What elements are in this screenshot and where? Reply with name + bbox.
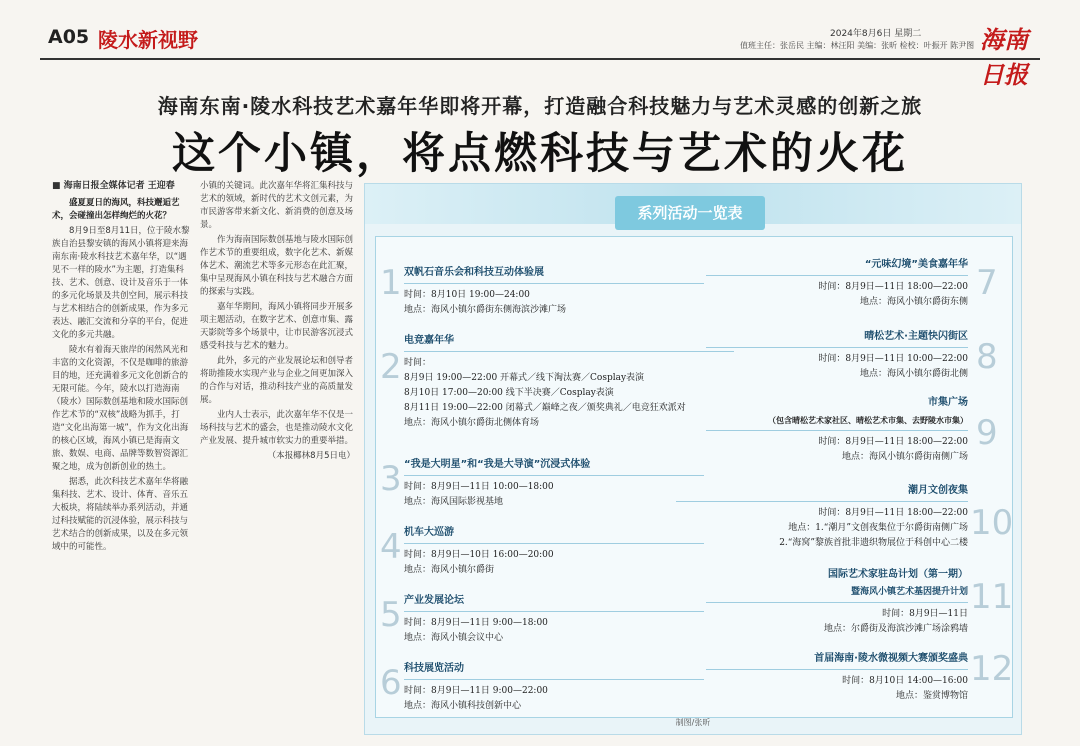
event-line: 时间：8月9日—11日 xyxy=(882,609,968,619)
event-line: 时间：8月10日 14:00—16:00 xyxy=(842,676,968,686)
event-line: 8月11日 19:00—22:00 闭幕式／巅峰之夜／颁奖典礼／电竞狂欢派对 xyxy=(404,403,686,413)
event-line: 地点：海风小镇尔爵街南侧广场 xyxy=(841,452,968,462)
masthead xyxy=(40,18,1040,89)
article-paragraph: 据悉，此次科技艺术嘉年华将融集科技、艺术、设计、体育、音乐五大板块，将陆续举办系列活动，并通过科技赋能的沉浸体验，展示科技与艺术结合的创新成果，以及在多元领域中的可能性。 xyxy=(52,477,189,552)
event-number: 12 xyxy=(970,649,1014,689)
event-title: “元味幻境”美食嘉年华 xyxy=(864,259,968,270)
article-paragraph: 嘉年华期间，海风小镇将同步开展多项主题活动，在数字艺术、创意市集、露天影院等多个场景中，让市民游客沉浸式感受科技与艺术的魅力。 xyxy=(200,302,354,351)
event-line: 地点：海风小镇尔爵街北侧 xyxy=(859,369,968,379)
event-line: 地点：海风小镇会议中心 xyxy=(404,633,504,643)
event-line: 地点：海风小镇尔爵街东侧 xyxy=(859,297,968,307)
article-end-note: （本报椰林8月5日电） xyxy=(267,451,355,461)
event-item xyxy=(404,457,704,510)
graphic-credit: 制图/张昕 xyxy=(675,718,711,727)
event-line: 时间：8月9日—11日 18:00—22:00 xyxy=(818,282,968,292)
event-subtitle: 暨海风小镇艺术基因提升计划 xyxy=(850,587,968,597)
article-lead: 盛夏夏日的海风，科技邂逅艺术，会碰撞出怎样绚烂的火花？ xyxy=(52,198,180,221)
activity-schedule-panel xyxy=(364,183,1022,735)
article-paragraph: 小镇的关键词。此次嘉年华将汇集科技与艺术的领域，新时代的艺术文创元素，为市民游客带来新文化、新消费的创意及场景。 xyxy=(200,181,354,230)
article-paragraph: 8月9日至8月11日，位于陵水黎族自治县黎安镇的海风小镇将迎来海南东南·陵水科技艺术嘉年华，以“遇见不一样的陵水”为主题，打造集科技、艺术、创意、设计及音乐于一体的多元化场景及共创空间，展示科技与艺术相结合的创新成果，作为多元表达、融汇交流和分享的平台，促进文化的多元共融。 xyxy=(52,226,190,340)
issue-date: 2024年8月6日 星期二 xyxy=(830,29,922,39)
event-title: 首届海南·陵水微视频大赛颁奖盛典 xyxy=(814,653,968,664)
event-line: 时间：8月9日—11日 18:00—22:00 xyxy=(818,508,968,518)
event-number: 3 xyxy=(380,459,402,499)
page-title: 这个小镇，将点燃科技与艺术的火花 xyxy=(172,129,908,179)
event-line: 地点：海风国际影视基地 xyxy=(404,497,504,507)
event-title: 科技展览活动 xyxy=(404,663,464,674)
event-line: 2.“海窝”黎族首批非遗织物展位于科创中心二楼 xyxy=(779,538,968,548)
event-item xyxy=(676,483,968,551)
event-number: 1 xyxy=(380,263,402,303)
event-number: 11 xyxy=(970,577,1014,617)
event-item xyxy=(404,661,704,714)
event-item xyxy=(706,329,968,382)
event-line: 8月9日 19:00—22:00 开幕式／线下淘汰赛／Cosplay表演 xyxy=(404,373,645,383)
event-item xyxy=(706,395,968,465)
event-item xyxy=(404,593,704,646)
event-line: 地点：海风小镇尔爵街北侧体育场 xyxy=(404,418,540,428)
event-number: 2 xyxy=(380,347,402,387)
event-item xyxy=(706,567,968,637)
event-line: 时间：8月9日—11日 18:00—22:00 xyxy=(818,437,968,447)
event-line: 地点：鉴赏博物馆 xyxy=(895,691,968,701)
event-line: 时间：8月9日—10日 16:00—20:00 xyxy=(404,550,554,560)
event-title: 产业发展论坛 xyxy=(404,595,464,606)
event-title: 电竞嘉年华 xyxy=(404,335,454,346)
event-line: 地点：海风小镇尔爵街东侧海滨沙滩广场 xyxy=(404,305,567,315)
byline: ■ 海南日报全媒体记者 王迎春 xyxy=(52,181,175,191)
event-number: 6 xyxy=(380,663,402,703)
event-number: 8 xyxy=(976,337,998,377)
event-line: 地点：1.“潮月”文创夜集位于尔爵街南侧广场 xyxy=(788,523,968,533)
event-number: 5 xyxy=(380,595,402,635)
event-line: 时间：8月9日—11日 10:00—18:00 xyxy=(404,482,554,492)
article-paragraph: 作为海南国际数创基地与陵水国际创作艺术节的重要组成，数字化艺术、新媒体艺术、潮流艺术等多元形态在此汇聚，集中呈现海风小镇在科技与艺术融合方面的探索与实践。 xyxy=(200,235,354,297)
newspaper-logo: 海南日报 xyxy=(980,25,1028,89)
article-paragraph: 业内人士表示，此次嘉年华不仅是一场科技与艺术的盛会，也是推动陵水文化产业发展、提升城市软实力的重要举措。 xyxy=(200,410,354,446)
event-title: 晴松艺术·主题快闪街区 xyxy=(864,331,968,342)
event-item xyxy=(706,257,968,310)
event-item xyxy=(404,525,704,578)
panel-title: 系列活动一览表 xyxy=(615,196,765,230)
event-title: 潮月文创夜集 xyxy=(908,485,968,496)
event-item xyxy=(706,651,968,704)
event-title: 国际艺术家驻岛计划（第一期） xyxy=(828,569,968,580)
event-line: 时间：8月10日 19:00—24:00 xyxy=(404,290,530,300)
event-subtitle: （包含晴松艺术家社区、晴松艺术市集、去野陵水市集） xyxy=(768,416,968,425)
section-title: 陵水新视野 xyxy=(98,28,198,52)
event-line: 时间：8月9日—11日 9:00—18:00 xyxy=(404,618,548,628)
event-title: 机车大巡游 xyxy=(404,527,454,538)
page-number: A05 xyxy=(48,26,90,48)
event-title: 市集广场 xyxy=(928,397,968,408)
event-item xyxy=(404,265,704,318)
panel-inner-frame xyxy=(375,236,1013,718)
event-number: 7 xyxy=(976,263,998,303)
event-line: 地点：尔爵街及海滨沙滩广场涂鸦墙 xyxy=(823,624,968,634)
event-title: “我是大明星”和“我是大导演”沉浸式体验 xyxy=(404,459,591,470)
article-paragraph: 此外，多元的产业发展论坛和创导者将助推陵水实现产业与企业之间更加深入的合作与对话，推动科技产业的高质量发展。 xyxy=(200,356,354,405)
event-line: 时间：8月9日—11日 10:00—22:00 xyxy=(818,354,968,364)
event-number: 10 xyxy=(970,503,1014,543)
event-line: 8月10日 17:00—20:00 线下半决赛／Cosplay表演 xyxy=(404,388,614,398)
event-number: 4 xyxy=(380,527,402,567)
event-title: 双帆石音乐会和科技互动体验展 xyxy=(404,267,544,278)
event-item xyxy=(404,333,734,431)
event-line: 时间： xyxy=(404,358,432,368)
article-paragraph: 陵水有着海天旅岸的闲然风光和丰富的文化资源，不仅是咖啡的旅游目的地，还充满着多元文化创新合的无限可能。今年，陵水以打造海南（陵水）国际数创基地和陵水国际创作艺术节的“双核”战略为抓手，打造“文化出海第一城”，作为文化出海的核心区域，海风小镇已是海南文旅、数娱、电商、品牌等数智资源汇聚之地，成为创新创业的热土。 xyxy=(52,345,189,472)
subheadline: 海南东南·陵水科技艺术嘉年华即将开幕，打造融合科技魅力与艺术灵感的创新之旅 xyxy=(157,94,923,118)
event-line: 地点：海风小镇科技创新中心 xyxy=(404,701,522,711)
editor-credits: 值班主任：张岳民 主编：林汪阳 美编：张昕 检校：叶振开 陈尹图 xyxy=(740,41,975,50)
article-column-1 xyxy=(52,180,194,740)
event-line: 时间：8月9日—11日 9:00—22:00 xyxy=(404,686,548,696)
event-line: 地点：海风小镇尔爵街 xyxy=(404,565,495,575)
article-column-2 xyxy=(200,180,355,740)
event-number: 9 xyxy=(976,413,998,453)
